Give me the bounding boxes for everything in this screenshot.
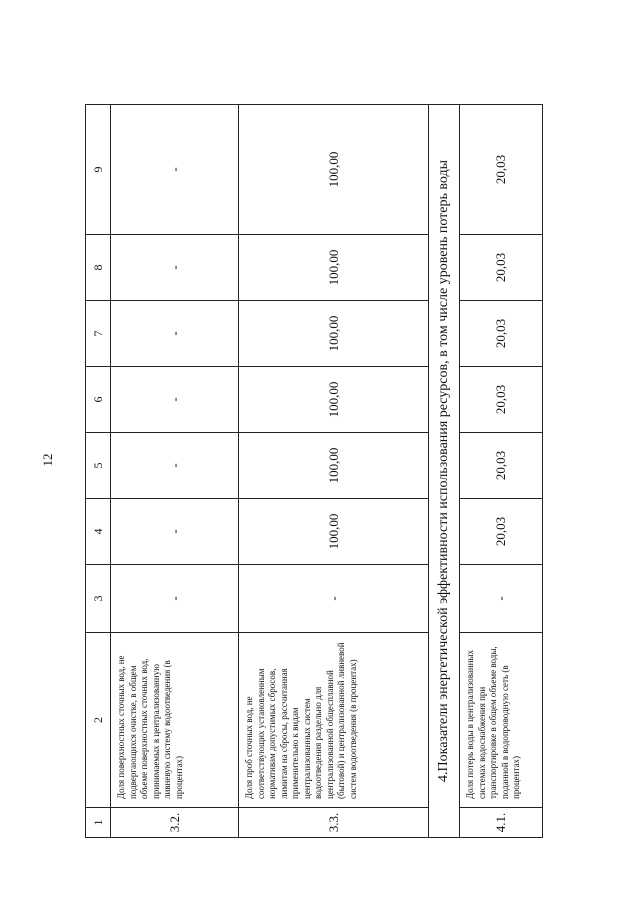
value-cell: 20,03 xyxy=(460,367,543,433)
value-cell: 100,00 xyxy=(239,433,429,499)
value-cell: 100,00 xyxy=(239,301,429,367)
header-cell: 7 xyxy=(86,301,111,367)
header-row xyxy=(86,105,111,838)
row-id: 3.2. xyxy=(111,808,239,838)
value-cell: - xyxy=(460,565,543,633)
table-row xyxy=(111,105,239,838)
value-cell: - xyxy=(239,565,429,633)
table-container xyxy=(85,105,543,838)
table-row xyxy=(460,105,543,838)
page-number: 12 xyxy=(40,453,55,467)
indicators-table xyxy=(85,104,543,838)
value-cell: - xyxy=(111,301,239,367)
header-cell: 2 xyxy=(86,633,111,808)
row-description: Доля потерь воды в централизованных системах водоснабжения при транспортировке в общем объеме воды, поданной в водопроводную сеть (в процентах) xyxy=(460,633,543,808)
value-cell: - xyxy=(111,105,239,235)
row-id: 4.1. xyxy=(460,808,543,838)
row-description: Доля проб сточных вод, не соответствующих установленным нормативам допустимых сбросов, лимитам на сбросы, рассчитанная применительно к видам централизованных систем водоотведения раздельно для централизованной общесплавной (бытовой) и централизованной ливневой систем водоотведения (в процентах) xyxy=(239,633,429,808)
value-cell: 20,03 xyxy=(460,499,543,565)
header-cell: 6 xyxy=(86,367,111,433)
value-cell: - xyxy=(111,367,239,433)
table-row xyxy=(239,105,429,838)
section-title: 4.Показатели энергетической эффективности использования ресурсов, в том числе уровень потерь воды xyxy=(429,105,460,838)
value-cell: 20,03 xyxy=(460,433,543,499)
header-cell: 4 xyxy=(86,499,111,565)
header-cell: 1 xyxy=(86,808,111,838)
value-cell: 100,00 xyxy=(239,105,429,235)
section-row xyxy=(429,105,460,838)
value-cell: 100,00 xyxy=(239,499,429,565)
value-cell: - xyxy=(111,565,239,633)
header-cell: 9 xyxy=(86,105,111,235)
row-id: 3.3. xyxy=(239,808,429,838)
value-cell: 20,03 xyxy=(460,301,543,367)
header-cell: 8 xyxy=(86,235,111,301)
header-cell: 3 xyxy=(86,565,111,633)
value-cell: 100,00 xyxy=(239,235,429,301)
value-cell: 100,00 xyxy=(239,367,429,433)
value-cell: 20,03 xyxy=(460,235,543,301)
value-cell: - xyxy=(111,235,239,301)
value-cell: - xyxy=(111,499,239,565)
value-cell: - xyxy=(111,433,239,499)
value-cell: 20,03 xyxy=(460,105,543,235)
header-cell: 5 xyxy=(86,433,111,499)
row-description: Доля поверхностных сточных вод, не подвергающихся очистке, в общем объеме поверхностных сточных вод, принимаемых в централизованную ливневую систему водоотведения (в процентах) xyxy=(111,633,239,808)
